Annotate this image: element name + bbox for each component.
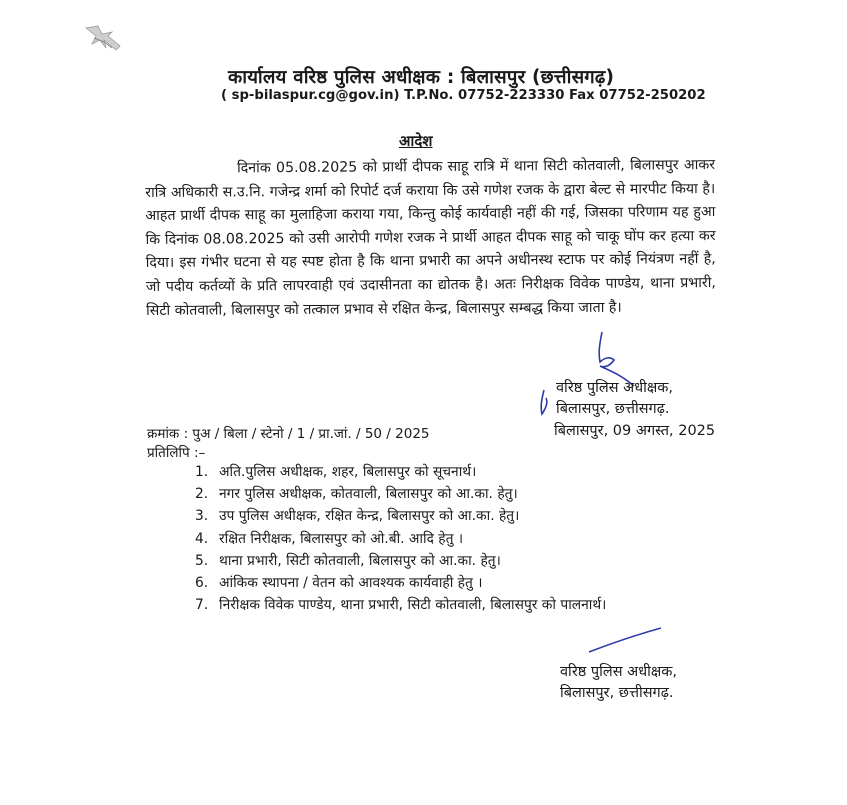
list-item-number: 5. bbox=[195, 552, 209, 569]
list-item bbox=[195, 550, 606, 572]
list-item-text: आंकिक स्थापना / वेतन को आवश्यक कार्यवाही हेतु । bbox=[219, 575, 483, 592]
list-item-text: थाना प्रभारी, सिटी कोतवाली, बिलासपुर को आ.का. हेतु। bbox=[219, 552, 501, 569]
list-item-text: अति.पुलिस अधीक्षक, शहर, बिलासपुर को सूचनार्थ। bbox=[219, 464, 477, 480]
order-body bbox=[145, 154, 716, 323]
signatory-designation: वरिष्ठ पुलिस अधीक्षक, bbox=[560, 664, 678, 680]
signatory-designation: वरिष्ठ पुलिस अधीक्षक, bbox=[556, 380, 674, 396]
list-item bbox=[195, 483, 606, 505]
list-item-text: उप पुलिस अधीक्षक, रक्षित केन्द्र, बिलासपुर को आ.का. हेतु। bbox=[219, 508, 520, 525]
signature-icon bbox=[585, 624, 665, 658]
emblem-icon bbox=[82, 22, 124, 56]
signatory-location: बिलासपुर, छत्तीसगढ़. bbox=[560, 685, 674, 701]
signatory-location: बिलासपुर, छत्तीसगढ़. bbox=[556, 401, 670, 417]
order-heading: आदेश bbox=[399, 132, 433, 150]
list-item-number: 2. bbox=[195, 486, 209, 503]
list-item bbox=[195, 572, 606, 594]
reference-number: क्रमांक : पुअ / बिला / स्टेनो / 1 / प्रा.जां. / 50 / 2025 bbox=[147, 426, 430, 442]
list-item bbox=[195, 528, 606, 550]
list-item-number: 7. bbox=[195, 597, 209, 614]
list-item bbox=[195, 594, 606, 616]
list-item-number: 6. bbox=[195, 575, 209, 592]
list-item-number: 1. bbox=[195, 464, 209, 480]
list-item-text: रक्षित निरीक्षक, बिलासपुर को ओ.बी. आदि हेतु । bbox=[219, 530, 464, 547]
list-item-text: नगर पुलिस अधीक्षक, कोतवाली, बिलासपुर को आ.का. हेतु। bbox=[219, 486, 518, 503]
order-body-text: दिनांक 05.08.2025 को प्रार्थी दीपक साहू रात्रि में थाना सिटी कोतवाली, बिलासपुर आकर रात्रि अधिकारी स.उ.नि. गजेन्द्र शर्मा को रिपोर्ट दर्ज कराया कि उसे गणेश रजक के द्वारा बेल्ट से मारपीट किया है। आहत प्रार्थी दीपक साहू का मुलाहिजा कराया गया, किन्तु कोई कार्यवाही नहीं की गई, जिसका परिणाम यह हुआ कि दिनांक 08.08.2025 को उसी आरोपी गणेश रजक ने प्रार्थी आहत दीपक साहू को चाकू घोंप कर हत्या कर दिया। इस गंभीर घटना से यह स्पष्ट होता है कि थाना प्रभारी का अपने अधीनस्थ स्टाफ पर कोई नियंत्रण नहीं है, जो पदीय कर्तव्यों के प्रति लापरवाही एवं उदासीनता का द्योतक है। अतः निरीक्षक विवेक पाण्डेय, थाना प्रभारी, सिटी कोतवाली, बिलासपुर को तत्काल प्रभाव से रक्षित केन्द्र, बिलासपुर सम्बद्ध किया जाता है। bbox=[145, 157, 716, 319]
list-item bbox=[195, 461, 606, 483]
copy-label: प्रतिलिपि :– bbox=[147, 445, 206, 461]
office-title: कार्यालय वरिष्ठ पुलिस अधीक्षक : बिलासपुर (छत्तीसगढ़) bbox=[228, 67, 615, 88]
signature-block-2 bbox=[560, 662, 677, 704]
copy-list bbox=[195, 461, 606, 616]
list-item-number: 4. bbox=[195, 530, 209, 547]
signature-block-1 bbox=[556, 378, 673, 420]
list-item-text: निरीक्षक विवेक पाण्डेय, थाना प्रभारी, सिटी कोतवाली, बिलासपुर को पालनार्थ। bbox=[219, 597, 607, 614]
order-date: बिलासपुर, 09 अगस्त, 2025 bbox=[554, 423, 716, 439]
list-item bbox=[195, 505, 606, 527]
contact-line: ( sp-bilaspur.cg@gov.in) T.P.No. 07752-223330 Fax 07752-250202 bbox=[221, 88, 706, 103]
list-item-number: 3. bbox=[195, 508, 209, 525]
